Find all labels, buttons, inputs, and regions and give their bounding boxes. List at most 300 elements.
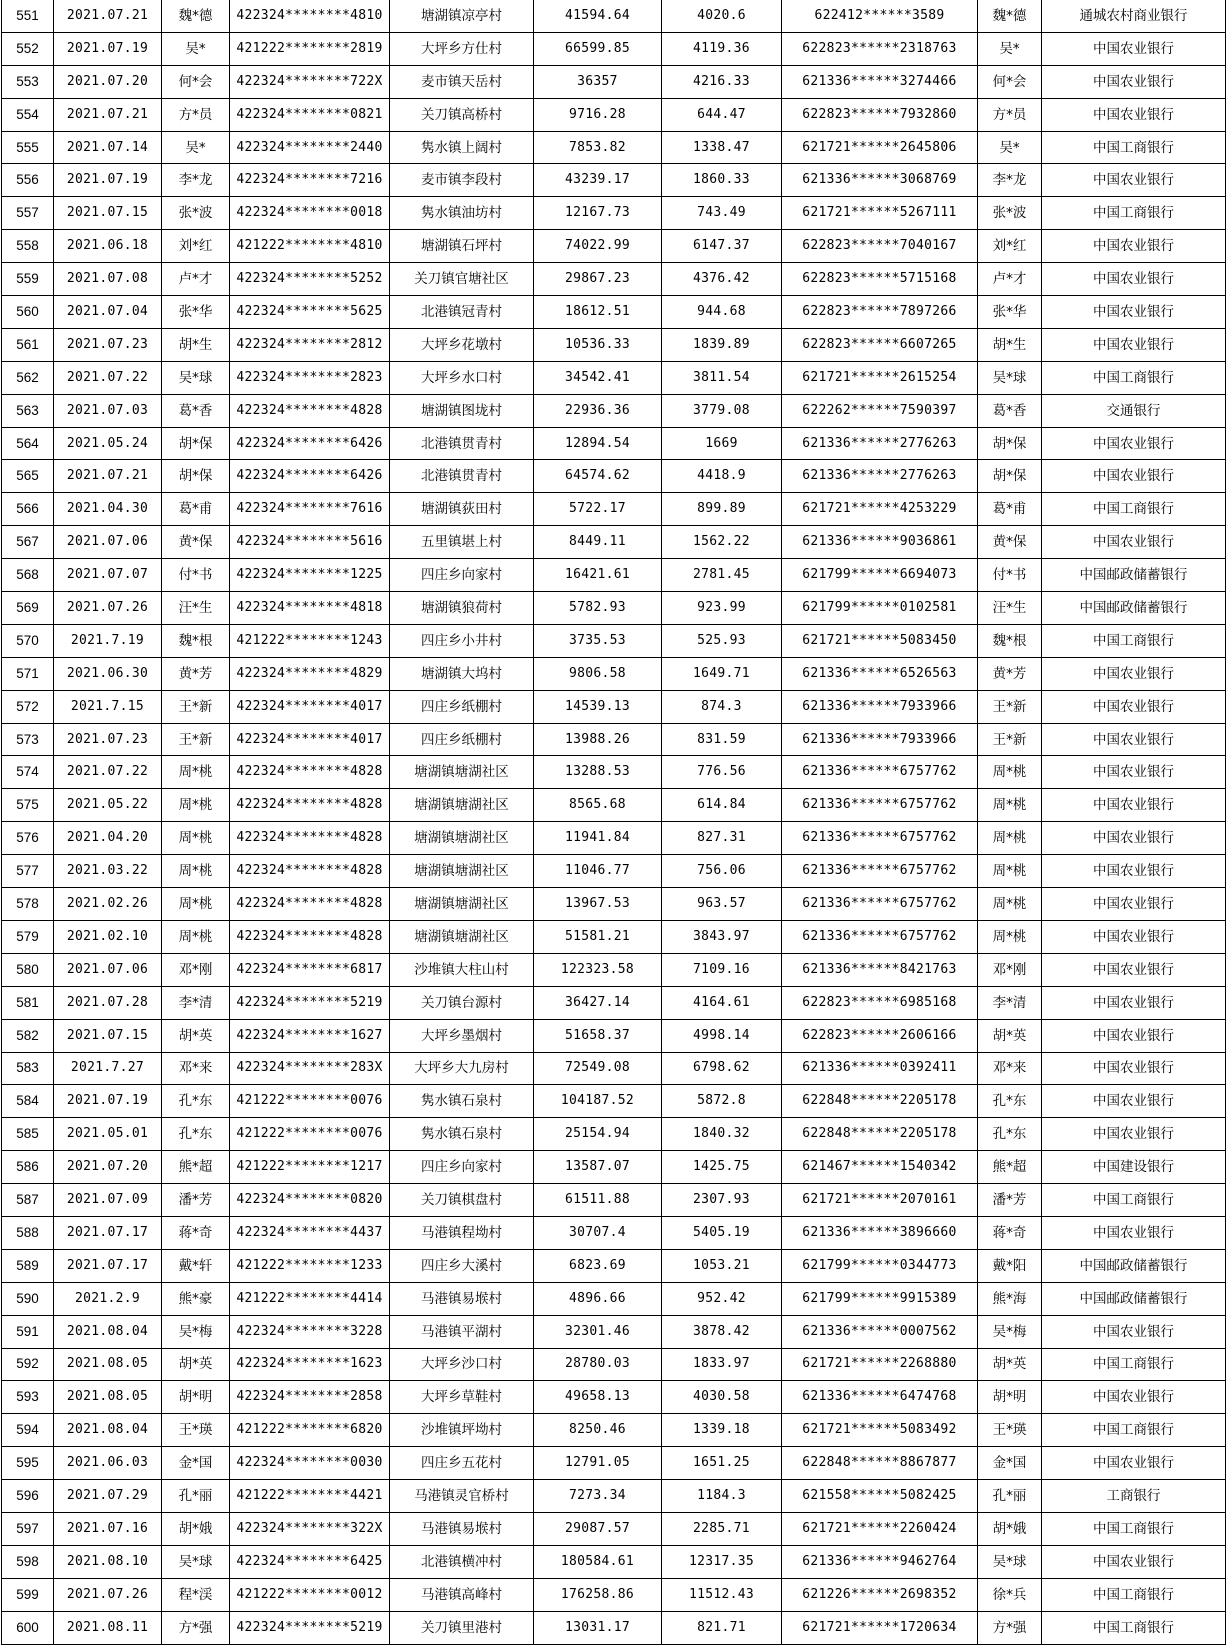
row-number-cell: 553 [2, 65, 54, 98]
account-holder-cell: 刘*红 [978, 230, 1042, 263]
bank-name-cell: 中国农业银行 [1042, 98, 1226, 131]
account-number-cell: 621336******6757762 [782, 756, 978, 789]
row-number-cell: 584 [2, 1085, 54, 1118]
id-number-cell: 422324********2858 [230, 1381, 390, 1414]
id-number-cell: 422324********4828 [230, 888, 390, 921]
bank-name-cell: 中国邮政储蓄银行 [1042, 1282, 1226, 1315]
subsidy-cell: 923.99 [662, 592, 782, 625]
subsidy-cell: 1425.75 [662, 1151, 782, 1184]
address-cell: 北港镇贯青村 [390, 427, 534, 460]
date-cell: 2021.06.18 [54, 230, 162, 263]
name-cell: 孔*丽 [162, 1480, 230, 1513]
account-number-cell: 621336******6757762 [782, 855, 978, 888]
subsidy-cell: 1651.25 [662, 1447, 782, 1480]
row-number-cell: 556 [2, 164, 54, 197]
account-holder-cell: 周*桃 [978, 920, 1042, 953]
bank-name-cell: 中国工商银行 [1042, 1512, 1226, 1545]
address-cell: 隽水镇上阔村 [390, 131, 534, 164]
account-holder-cell: 葛*甫 [978, 493, 1042, 526]
amount-cell: 3735.53 [534, 624, 662, 657]
date-cell: 2021.07.26 [54, 592, 162, 625]
id-number-cell: 422324********1627 [230, 1019, 390, 1052]
subsidy-cell: 2307.93 [662, 1184, 782, 1217]
bank-name-cell: 中国邮政储蓄银行 [1042, 592, 1226, 625]
account-number-cell: 621721******2645806 [782, 131, 978, 164]
account-number-cell: 622848******8867877 [782, 1447, 978, 1480]
row-number-cell: 558 [2, 230, 54, 263]
bank-name-cell: 交通银行 [1042, 394, 1226, 427]
row-number-cell: 594 [2, 1414, 54, 1447]
row-number-cell: 566 [2, 493, 54, 526]
amount-cell: 180584.61 [534, 1545, 662, 1578]
name-cell: 周*桃 [162, 789, 230, 822]
amount-cell: 13031.17 [534, 1611, 662, 1644]
table-row [2, 460, 1226, 493]
account-number-cell: 621336******3274466 [782, 65, 978, 98]
amount-cell: 49658.13 [534, 1381, 662, 1414]
row-number-cell: 591 [2, 1315, 54, 1348]
address-cell: 塘湖镇塘湖社区 [390, 756, 534, 789]
name-cell: 魏*德 [162, 0, 230, 32]
address-cell: 沙堆镇坪坳村 [390, 1414, 534, 1447]
id-number-cell: 422324********2823 [230, 361, 390, 394]
row-number-cell: 595 [2, 1447, 54, 1480]
amount-cell: 8565.68 [534, 789, 662, 822]
table-row [2, 1184, 1226, 1217]
bank-name-cell: 中国建设银行 [1042, 1151, 1226, 1184]
table-row [2, 789, 1226, 822]
id-number-cell: 421222********1233 [230, 1249, 390, 1282]
bank-name-cell: 中国农业银行 [1042, 1381, 1226, 1414]
amount-cell: 11941.84 [534, 822, 662, 855]
table-row [2, 690, 1226, 723]
amount-cell: 13967.53 [534, 888, 662, 921]
table-row [2, 657, 1226, 690]
account-holder-cell: 胡*娥 [978, 1512, 1042, 1545]
address-cell: 隽水镇石泉村 [390, 1085, 534, 1118]
address-cell: 塘湖镇塘湖社区 [390, 920, 534, 953]
address-cell: 马港镇易堠村 [390, 1512, 534, 1545]
table-row [2, 296, 1226, 329]
table-row [2, 131, 1226, 164]
amount-cell: 36357 [534, 65, 662, 98]
account-number-cell: 621558******5082425 [782, 1480, 978, 1513]
account-holder-cell: 蒋*奇 [978, 1216, 1042, 1249]
account-number-cell: 621336******7933966 [782, 690, 978, 723]
table-row [2, 427, 1226, 460]
bank-name-cell: 中国农业银行 [1042, 526, 1226, 559]
amount-cell: 30707.4 [534, 1216, 662, 1249]
subsidy-cell: 614.84 [662, 789, 782, 822]
name-cell: 孔*东 [162, 1085, 230, 1118]
table-row [2, 230, 1226, 263]
data-table [1, 0, 1226, 1645]
name-cell: 王*新 [162, 690, 230, 723]
date-cell: 2021.07.19 [54, 164, 162, 197]
account-number-cell: 622823******5715168 [782, 263, 978, 296]
id-number-cell: 422324********0018 [230, 197, 390, 230]
address-cell: 北港镇横冲村 [390, 1545, 534, 1578]
bank-name-cell: 中国农业银行 [1042, 1315, 1226, 1348]
amount-cell: 9716.28 [534, 98, 662, 131]
subsidy-cell: 12317.35 [662, 1545, 782, 1578]
name-cell: 胡*明 [162, 1381, 230, 1414]
row-number-cell: 552 [2, 32, 54, 65]
address-cell: 四庄乡小井村 [390, 624, 534, 657]
id-number-cell: 422324********722X [230, 65, 390, 98]
date-cell: 2021.07.19 [54, 32, 162, 65]
subsidy-cell: 1860.33 [662, 164, 782, 197]
table-row [2, 592, 1226, 625]
subsidy-cell: 1338.47 [662, 131, 782, 164]
bank-name-cell: 中国农业银行 [1042, 789, 1226, 822]
address-cell: 塘湖镇凉亭村 [390, 0, 534, 32]
table-row [2, 98, 1226, 131]
subsidy-cell: 6147.37 [662, 230, 782, 263]
table-row [2, 32, 1226, 65]
name-cell: 卢*才 [162, 263, 230, 296]
amount-cell: 29867.23 [534, 263, 662, 296]
account-holder-cell: 胡*明 [978, 1381, 1042, 1414]
date-cell: 2021.07.23 [54, 328, 162, 361]
name-cell: 周*桃 [162, 920, 230, 953]
account-holder-cell: 吴*球 [978, 1545, 1042, 1578]
address-cell: 马港镇高峰村 [390, 1578, 534, 1611]
account-holder-cell: 邓*刚 [978, 953, 1042, 986]
amount-cell: 41594.64 [534, 0, 662, 32]
table-row [2, 328, 1226, 361]
amount-cell: 22936.36 [534, 394, 662, 427]
date-cell: 2021.08.04 [54, 1315, 162, 1348]
date-cell: 2021.04.20 [54, 822, 162, 855]
account-holder-cell: 潘*芳 [978, 1184, 1042, 1217]
address-cell: 马港镇灵官桥村 [390, 1480, 534, 1513]
address-cell: 北港镇冠青村 [390, 296, 534, 329]
name-cell: 胡*英 [162, 1019, 230, 1052]
name-cell: 吴* [162, 131, 230, 164]
table-row [2, 1052, 1226, 1085]
bank-name-cell: 中国农业银行 [1042, 263, 1226, 296]
bank-name-cell: 中国农业银行 [1042, 460, 1226, 493]
account-holder-cell: 吴*球 [978, 361, 1042, 394]
row-number-cell: 563 [2, 394, 54, 427]
account-number-cell: 622823******7040167 [782, 230, 978, 263]
bank-name-cell: 中国农业银行 [1042, 32, 1226, 65]
name-cell: 付*书 [162, 559, 230, 592]
account-number-cell: 622823******2606166 [782, 1019, 978, 1052]
address-cell: 大坪乡花墩村 [390, 328, 534, 361]
bank-name-cell: 中国农业银行 [1042, 230, 1226, 263]
name-cell: 孔*东 [162, 1118, 230, 1151]
subsidy-cell: 4020.6 [662, 0, 782, 32]
account-holder-cell: 魏*德 [978, 0, 1042, 32]
date-cell: 2021.06.30 [54, 657, 162, 690]
row-number-cell: 568 [2, 559, 54, 592]
table-row [2, 986, 1226, 1019]
subsidy-cell: 1669 [662, 427, 782, 460]
name-cell: 周*桃 [162, 822, 230, 855]
id-number-cell: 422324********5625 [230, 296, 390, 329]
bank-name-cell: 中国农业银行 [1042, 164, 1226, 197]
account-number-cell: 622823******2318763 [782, 32, 978, 65]
account-number-cell: 621336******3896660 [782, 1216, 978, 1249]
row-number-cell: 575 [2, 789, 54, 822]
subsidy-cell: 756.06 [662, 855, 782, 888]
bank-name-cell: 中国农业银行 [1042, 1052, 1226, 1085]
date-cell: 2021.03.22 [54, 855, 162, 888]
table-row [2, 65, 1226, 98]
bank-name-cell: 中国农业银行 [1042, 1447, 1226, 1480]
bank-name-cell: 中国农业银行 [1042, 888, 1226, 921]
table-row [2, 1414, 1226, 1447]
amount-cell: 176258.86 [534, 1578, 662, 1611]
name-cell: 黄*芳 [162, 657, 230, 690]
date-cell: 2021.08.11 [54, 1611, 162, 1644]
row-number-cell: 571 [2, 657, 54, 690]
address-cell: 关刀镇官塘社区 [390, 263, 534, 296]
address-cell: 四庄乡五花村 [390, 1447, 534, 1480]
address-cell: 大坪乡草鞋村 [390, 1381, 534, 1414]
address-cell: 塘湖镇狼荷村 [390, 592, 534, 625]
id-number-cell: 422324********6425 [230, 1545, 390, 1578]
date-cell: 2021.7.15 [54, 690, 162, 723]
subsidy-cell: 4376.42 [662, 263, 782, 296]
name-cell: 熊*豪 [162, 1282, 230, 1315]
amount-cell: 72549.08 [534, 1052, 662, 1085]
account-number-cell: 621721******1720634 [782, 1611, 978, 1644]
account-holder-cell: 胡*英 [978, 1019, 1042, 1052]
row-number-cell: 574 [2, 756, 54, 789]
id-number-cell: 422324********1623 [230, 1348, 390, 1381]
table-body [2, 0, 1226, 1644]
id-number-cell: 422324********7616 [230, 493, 390, 526]
account-holder-cell: 胡*英 [978, 1348, 1042, 1381]
account-number-cell: 621336******8421763 [782, 953, 978, 986]
subsidy-cell: 1184.3 [662, 1480, 782, 1513]
account-holder-cell: 周*桃 [978, 822, 1042, 855]
account-holder-cell: 周*桃 [978, 789, 1042, 822]
id-number-cell: 421222********1243 [230, 624, 390, 657]
amount-cell: 66599.85 [534, 32, 662, 65]
row-number-cell: 588 [2, 1216, 54, 1249]
date-cell: 2021.07.21 [54, 460, 162, 493]
row-number-cell: 567 [2, 526, 54, 559]
amount-cell: 12791.05 [534, 1447, 662, 1480]
address-cell: 大坪乡方仕村 [390, 32, 534, 65]
date-cell: 2021.07.07 [54, 559, 162, 592]
account-holder-cell: 张*华 [978, 296, 1042, 329]
name-cell: 胡*保 [162, 427, 230, 460]
subsidy-cell: 6798.62 [662, 1052, 782, 1085]
bank-name-cell: 中国农业银行 [1042, 328, 1226, 361]
date-cell: 2021.04.30 [54, 493, 162, 526]
amount-cell: 7853.82 [534, 131, 662, 164]
address-cell: 四庄乡向家村 [390, 1151, 534, 1184]
table-row [2, 1151, 1226, 1184]
date-cell: 2021.07.28 [54, 986, 162, 1019]
name-cell: 蒋*奇 [162, 1216, 230, 1249]
amount-cell: 5782.93 [534, 592, 662, 625]
account-holder-cell: 李*清 [978, 986, 1042, 1019]
account-number-cell: 621336******6474768 [782, 1381, 978, 1414]
date-cell: 2021.07.21 [54, 0, 162, 32]
name-cell: 金*国 [162, 1447, 230, 1480]
address-cell: 大坪乡水口村 [390, 361, 534, 394]
bank-name-cell: 中国工商银行 [1042, 624, 1226, 657]
subsidy-cell: 899.89 [662, 493, 782, 526]
id-number-cell: 422324********4828 [230, 920, 390, 953]
account-holder-cell: 张*波 [978, 197, 1042, 230]
bank-name-cell: 中国农业银行 [1042, 920, 1226, 953]
address-cell: 大坪乡沙口村 [390, 1348, 534, 1381]
account-number-cell: 622848******2205178 [782, 1118, 978, 1151]
row-number-cell: 561 [2, 328, 54, 361]
amount-cell: 8449.11 [534, 526, 662, 559]
row-number-cell: 569 [2, 592, 54, 625]
account-holder-cell: 王*新 [978, 723, 1042, 756]
name-cell: 吴*梅 [162, 1315, 230, 1348]
bank-name-cell: 中国农业银行 [1042, 65, 1226, 98]
table-row [2, 1545, 1226, 1578]
date-cell: 2021.7.27 [54, 1052, 162, 1085]
address-cell: 塘湖镇塘湖社区 [390, 855, 534, 888]
account-number-cell: 621336******9462764 [782, 1545, 978, 1578]
row-number-cell: 576 [2, 822, 54, 855]
subsidy-cell: 1339.18 [662, 1414, 782, 1447]
amount-cell: 12894.54 [534, 427, 662, 460]
row-number-cell: 555 [2, 131, 54, 164]
name-cell: 吴*球 [162, 361, 230, 394]
bank-name-cell: 中国农业银行 [1042, 1085, 1226, 1118]
name-cell: 胡*英 [162, 1348, 230, 1381]
row-number-cell: 578 [2, 888, 54, 921]
account-holder-cell: 邓*来 [978, 1052, 1042, 1085]
address-cell: 马港镇平湖村 [390, 1315, 534, 1348]
id-number-cell: 422324********0820 [230, 1184, 390, 1217]
account-number-cell: 621336******6757762 [782, 822, 978, 855]
bank-name-cell: 中国农业银行 [1042, 296, 1226, 329]
subsidy-cell: 963.57 [662, 888, 782, 921]
account-holder-cell: 戴*阳 [978, 1249, 1042, 1282]
account-number-cell: 622262******7590397 [782, 394, 978, 427]
date-cell: 2021.07.14 [54, 131, 162, 164]
account-holder-cell: 孔*丽 [978, 1480, 1042, 1513]
account-number-cell: 621467******1540342 [782, 1151, 978, 1184]
table-row [2, 1282, 1226, 1315]
bank-name-cell: 中国农业银行 [1042, 756, 1226, 789]
amount-cell: 74022.99 [534, 230, 662, 263]
account-number-cell: 621799******6694073 [782, 559, 978, 592]
name-cell: 方*强 [162, 1611, 230, 1644]
account-number-cell: 621336******6526563 [782, 657, 978, 690]
row-number-cell: 573 [2, 723, 54, 756]
table-row [2, 526, 1226, 559]
row-number-cell: 598 [2, 1545, 54, 1578]
name-cell: 张*华 [162, 296, 230, 329]
subsidy-cell: 831.59 [662, 723, 782, 756]
account-holder-cell: 葛*香 [978, 394, 1042, 427]
date-cell: 2021.08.05 [54, 1381, 162, 1414]
account-holder-cell: 李*龙 [978, 164, 1042, 197]
row-number-cell: 560 [2, 296, 54, 329]
account-number-cell: 622823******6985168 [782, 986, 978, 1019]
date-cell: 2021.07.09 [54, 1184, 162, 1217]
subsidy-cell: 4418.9 [662, 460, 782, 493]
date-cell: 2021.07.06 [54, 526, 162, 559]
account-holder-cell: 王*瑛 [978, 1414, 1042, 1447]
account-holder-cell: 周*桃 [978, 855, 1042, 888]
account-holder-cell: 吴* [978, 32, 1042, 65]
account-number-cell: 621336******6757762 [782, 888, 978, 921]
row-number-cell: 589 [2, 1249, 54, 1282]
name-cell: 方*员 [162, 98, 230, 131]
account-number-cell: 621336******9036861 [782, 526, 978, 559]
amount-cell: 10536.33 [534, 328, 662, 361]
account-holder-cell: 魏*根 [978, 624, 1042, 657]
bank-name-cell: 中国农业银行 [1042, 1545, 1226, 1578]
subsidy-cell: 7109.16 [662, 953, 782, 986]
amount-cell: 51581.21 [534, 920, 662, 953]
account-holder-cell: 王*新 [978, 690, 1042, 723]
row-number-cell: 572 [2, 690, 54, 723]
subsidy-cell: 4030.58 [662, 1381, 782, 1414]
date-cell: 2021.2.9 [54, 1282, 162, 1315]
subsidy-cell: 1833.97 [662, 1348, 782, 1381]
bank-name-cell: 中国农业银行 [1042, 822, 1226, 855]
id-number-cell: 422324********7216 [230, 164, 390, 197]
table-row [2, 920, 1226, 953]
table-row [2, 723, 1226, 756]
name-cell: 吴*球 [162, 1545, 230, 1578]
address-cell: 四庄乡纸棚村 [390, 723, 534, 756]
bank-name-cell: 中国工商银行 [1042, 197, 1226, 230]
date-cell: 2021.07.19 [54, 1085, 162, 1118]
address-cell: 关刀镇高桥村 [390, 98, 534, 131]
subsidy-cell: 4998.14 [662, 1019, 782, 1052]
account-number-cell: 621336******7933966 [782, 723, 978, 756]
date-cell: 2021.05.01 [54, 1118, 162, 1151]
address-cell: 塘湖镇图垅村 [390, 394, 534, 427]
address-cell: 大坪乡大九房村 [390, 1052, 534, 1085]
name-cell: 周*桃 [162, 855, 230, 888]
address-cell: 关刀镇台源村 [390, 986, 534, 1019]
account-number-cell: 621336******2776263 [782, 427, 978, 460]
row-number-cell: 570 [2, 624, 54, 657]
subsidy-cell: 3843.97 [662, 920, 782, 953]
subsidy-cell: 743.49 [662, 197, 782, 230]
bank-name-cell: 中国农业银行 [1042, 723, 1226, 756]
name-cell: 程*渓 [162, 1578, 230, 1611]
account-holder-cell: 吴*梅 [978, 1315, 1042, 1348]
account-holder-cell: 汪*生 [978, 592, 1042, 625]
bank-name-cell: 中国工商银行 [1042, 131, 1226, 164]
account-holder-cell: 胡*生 [978, 328, 1042, 361]
id-number-cell: 422324********4437 [230, 1216, 390, 1249]
row-number-cell: 585 [2, 1118, 54, 1151]
subsidy-cell: 1839.89 [662, 328, 782, 361]
id-number-cell: 421222********4421 [230, 1480, 390, 1513]
address-cell: 马港镇易堠村 [390, 1282, 534, 1315]
amount-cell: 16421.61 [534, 559, 662, 592]
table-row [2, 1578, 1226, 1611]
table-row [2, 164, 1226, 197]
subsidy-cell: 776.56 [662, 756, 782, 789]
amount-cell: 13288.53 [534, 756, 662, 789]
name-cell: 何*会 [162, 65, 230, 98]
name-cell: 魏*根 [162, 624, 230, 657]
account-holder-cell: 周*桃 [978, 888, 1042, 921]
id-number-cell: 422324********4810 [230, 0, 390, 32]
